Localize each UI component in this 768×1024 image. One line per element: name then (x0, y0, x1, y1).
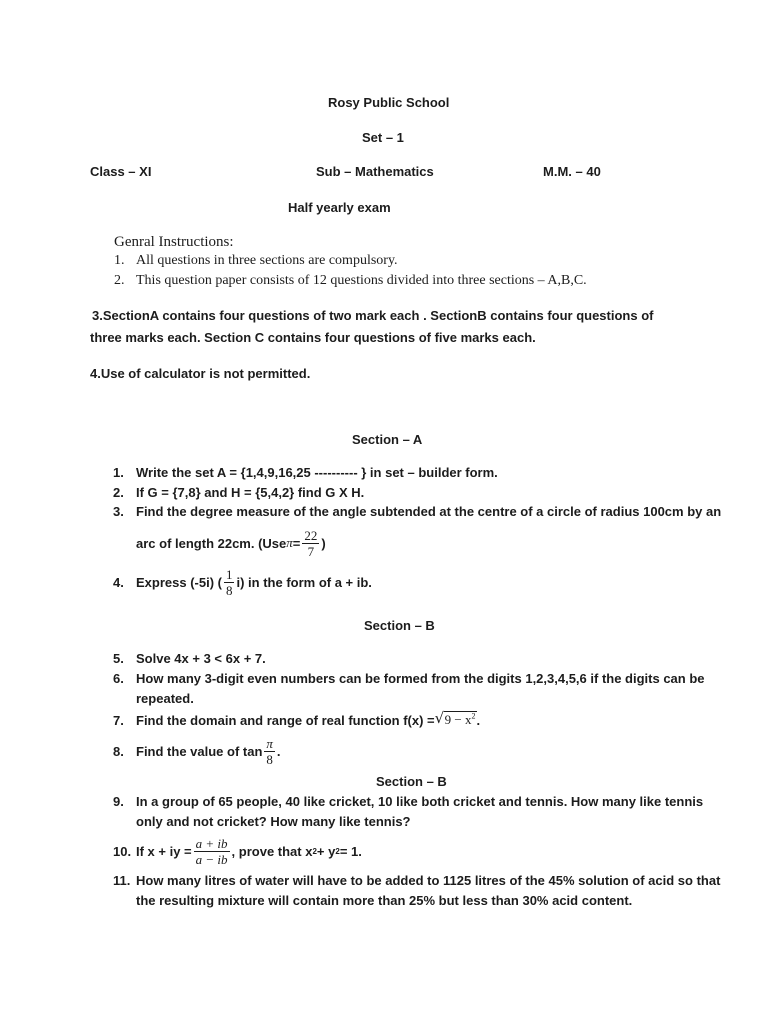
question-4-text (136, 566, 372, 598)
max-marks-label: M.M. – 40 (543, 164, 601, 179)
question-number: 8. (113, 744, 124, 759)
question-10-text-mid: , prove that x (231, 843, 313, 859)
fraction-numerator: π (266, 735, 273, 751)
question-6-line1: How many 3-digit even numbers can be formed from the digits 1,2,3,4,5,6 if the digits can be (136, 671, 705, 686)
question-5-text: Solve 4x + 3 < 6x + 7. (136, 651, 266, 666)
section-b-title: Section – B (364, 618, 435, 633)
pi-symbol: π (286, 535, 293, 550)
question-3-line1: Find the degree measure of the angle subtended at the centre of a circle of radius 100cm by an (136, 504, 722, 519)
instruction-1-text: All questions in three sections are compulsory. (136, 253, 398, 268)
class-label: Class – XI (90, 164, 152, 179)
question-number: 2. (113, 485, 124, 500)
question-number: 4. (113, 575, 124, 590)
fraction-pi-over-8 (264, 736, 275, 767)
question-3-text-post: ) (321, 535, 326, 551)
question-10-text (136, 834, 362, 868)
question-8-text-pre: Find the value of tan (136, 743, 263, 759)
question-9-line2: only and not cricket? How many like tennis? (136, 814, 411, 829)
question-7-text-pre: Find the domain and range of real function f(x) = (136, 712, 435, 728)
question-9-line1: In a group of 65 people, 40 like cricket, 10 like both cricket and tennis. How many like tennis (136, 794, 704, 809)
instruction-2-text: This question paper consists of 12 questions divided into three sections – A,B,C. (136, 273, 587, 288)
question-11-line2: the resulting mixture will contain more than 25% but less than 30% acid content. (136, 893, 633, 908)
instruction-4: 4.Use of calculator is not permitted. (90, 366, 311, 381)
subject-label: Sub – Mathematics (316, 164, 434, 179)
question-4-text-post: i) in the form of a + ib. (236, 574, 372, 590)
question-7-text-post: . (476, 712, 481, 728)
fraction-1-over-8 (224, 567, 235, 598)
fraction-denominator: 7 (307, 543, 315, 559)
question-number: 6. (113, 671, 124, 686)
question-number: 3. (113, 504, 124, 519)
section-b2-title: Section – B (376, 774, 447, 789)
exponent: 2 (471, 711, 476, 721)
instruction-3-line2: three marks each. Section C contains four questions of five marks each. (90, 330, 536, 345)
question-10-text-post: = 1. (339, 843, 362, 859)
question-6-line2: repeated. (136, 691, 194, 706)
school-name: Rosy Public School (328, 95, 450, 110)
question-number: 7. (113, 713, 124, 728)
question-number: 9. (113, 794, 124, 809)
radical-sign: √ (434, 708, 445, 727)
question-4-text-pre: Express (-5i) ( (136, 574, 222, 590)
question-2-text: If G = {7,8} and H = {5,4,2} find G X H. (136, 485, 365, 500)
question-number: 11. (113, 873, 131, 888)
question-1-text: Write the set A = {1,4,9,16,25 ---------- } in set – builder form. (136, 465, 498, 480)
question-8-text-post: . (276, 743, 281, 759)
question-number: 5. (113, 651, 124, 666)
question-3-text-pre: arc of length 22cm. (Use (136, 535, 287, 551)
fraction-denominator: a − ib (195, 851, 228, 867)
fraction-numerator: 1 (225, 566, 233, 582)
question-10-text-pre: If x + iy = (136, 843, 192, 859)
exam-title: Half yearly exam (288, 200, 391, 215)
section-a-title: Section – A (352, 432, 423, 447)
exponent: 2 (312, 846, 317, 856)
question-number: 1. (113, 465, 124, 480)
question-7-text (136, 709, 480, 731)
instruction-2-num: 2. (114, 273, 125, 288)
fraction-22-over-7 (302, 528, 319, 559)
question-8-text (136, 735, 281, 767)
radicand: 9 − x (444, 712, 472, 728)
instruction-1-num: 1. (114, 253, 125, 268)
exponent: 2 (335, 846, 340, 856)
square-root (434, 708, 477, 728)
question-10-text-mid2: + y (316, 843, 336, 859)
question-3-line2 (136, 527, 326, 559)
fraction-numerator: a + ib (195, 835, 228, 851)
equals-sign: = (292, 535, 301, 551)
fraction-denominator: 8 (225, 582, 233, 598)
question-number: 10. (113, 844, 132, 859)
instructions-heading: Genral Instructions: (114, 234, 234, 250)
fraction-a-plus-ib-over-a-minus-ib (194, 836, 230, 867)
fraction-numerator: 22 (304, 527, 318, 543)
instruction-3-line1: 3.SectionA contains four questions of two mark each . SectionB contains four questions of (92, 308, 654, 323)
set-number: Set – 1 (362, 130, 404, 145)
question-11-line1: How many litres of water will have to be added to 1125 litres of the 45% solution of acid so that (136, 873, 721, 888)
fraction-denominator: 8 (266, 751, 273, 767)
